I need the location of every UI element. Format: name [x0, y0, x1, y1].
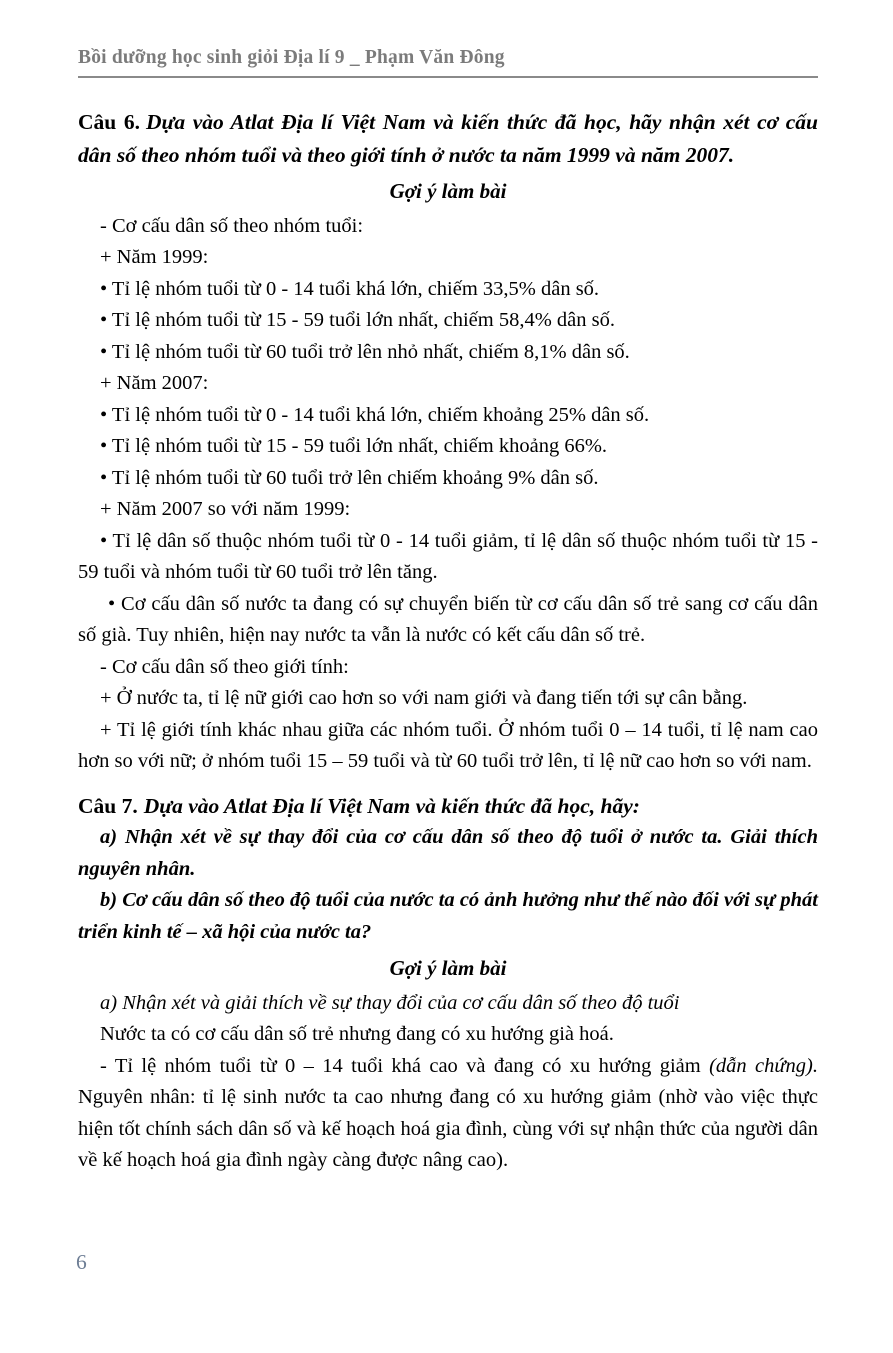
q6-bullet-2007-age-15-59: • Tỉ lệ nhóm tuổi từ 15 - 59 tuổi lớn nhất, chiếm khoảng 66%.	[100, 435, 608, 457]
page-content	[78, 106, 818, 1177]
q7-para-age-0-14-trend	[78, 1051, 818, 1177]
q7-item-b: b) Cơ cấu dân số theo độ tuổi của nước ta có ảnh hưởng như thế nào đối với sự phát triển kinh tế – xã hội của nước ta?	[78, 889, 818, 943]
q7-title: Dựa vào Atlat Địa lí Việt Nam và kiến thức đã học, hãy:	[143, 793, 640, 818]
header-title: Bồi dưỡng học sinh giỏi Địa lí 9 _ Phạm Văn Đông	[78, 47, 505, 68]
q6-para-year-1999: + Năm 1999:	[100, 246, 209, 268]
q6-para-gender-structure-label: - Cơ cấu dân số theo giới tính:	[100, 655, 349, 678]
q6-bullet-1999-age-60-plus: • Tỉ lệ nhóm tuổi từ 60 tuổi trở lên nhỏ nhất, chiếm 8,1% dân số.	[100, 340, 630, 363]
q7-guide-heading: Gợi ý làm bài	[389, 956, 507, 980]
q6-bullet-1999-age-15-59: • Tỉ lệ nhóm tuổi từ 15 - 59 tuổi lớn nhất, chiếm 58,4% dân số.	[100, 309, 616, 331]
q6-para-year-2007: + Năm 2007:	[100, 372, 209, 394]
q6-bullet-1999-age-0-14: • Tỉ lệ nhóm tuổi từ 0 - 14 tuổi khá lớn, chiếm 33,5% dân số.	[100, 277, 600, 300]
q6-heading	[78, 106, 818, 171]
q7-section	[78, 790, 818, 1177]
q7-para-young-population: Nước ta có cơ cấu dân số trẻ nhưng đang có xu hướng già hoá.	[100, 1023, 614, 1045]
q6-bullet-aging-trend: • Cơ cấu dân số nước ta đang có sự chuyển biến từ cơ cấu dân số trẻ sang cơ cấu dân số già. Tuy nhiên, hiện nay nước ta vẫn là nước có kết cấu dân số trẻ.	[78, 592, 818, 646]
q6-title: Dựa vào Atlat Địa lí Việt Nam và kiến thức đã học, hãy nhận xét cơ cấu dân số theo nhóm tuổi và theo giới tính ở nước ta năm 1999 và năm 2007.	[78, 110, 819, 167]
q6-bullet-2007-age-0-14: • Tỉ lệ nhóm tuổi từ 0 - 14 tuổi khá lớn, chiếm khoảng 25% dân số.	[100, 403, 650, 426]
q7-label: Câu 7.	[78, 793, 138, 818]
q6-para-gender-by-age: + Tỉ lệ giới tính khác nhau giữa các nhóm tuổi. Ở nhóm tuổi 0 – 14 tuổi, tỉ lệ nam cao hơn so với nữ; ở nhóm tuổi 15 – 59 tuổi và từ 60 tuổi trở lên, tỉ lệ nữ cao hơn so với nam.	[78, 718, 818, 772]
q7-age-0-14-segment-2: Nguyên nhân: tỉ lệ sinh nước ta cao nhưng đang có xu hướng giảm (nhờ vào việc thực hiện tốt chính sách dân số và kế hoạch hoá gia đình, cùng với sự nhận thức của người dân về kế hoạch hoá gia đình ngày càng được nâng cao).	[78, 1086, 818, 1171]
q7-answer-a-heading: a) Nhận xét và giải thích về sự thay đổi của cơ cấu dân số theo độ tuổi	[100, 991, 680, 1014]
q6-para-compare-label: + Năm 2007 so với năm 1999:	[100, 498, 351, 520]
q6-guide-heading: Gợi ý làm bài	[389, 179, 507, 203]
page-header	[78, 47, 818, 78]
q6-para-age-structure-label: - Cơ cấu dân số theo nhóm tuổi:	[100, 214, 364, 237]
q6-bullet-compare-change: • Tỉ lệ dân số thuộc nhóm tuổi từ 0 - 14 tuổi giảm, tỉ lệ dân số thuộc nhóm tuổi từ 15 - 59 tuổi và nhóm tuổi từ 60 tuổi trở lên tăng.	[78, 529, 818, 583]
q7-age-0-14-segment-1: - Tỉ lệ nhóm tuổi từ 0 – 14 tuổi khá cao và đang có xu hướng giảm	[100, 1054, 710, 1077]
q7-heading	[78, 790, 818, 823]
q7-age-0-14-evidence-note: (dẫn chứng).	[709, 1054, 818, 1077]
page-number: 6	[76, 1250, 87, 1274]
q7-item-a: a) Nhận xét về sự thay đổi của cơ cấu dân số theo độ tuổi ở nước ta. Giải thích nguyên nhân.	[78, 826, 818, 880]
q6-label: Câu 6.	[78, 110, 140, 134]
q6-bullet-2007-age-60-plus: • Tỉ lệ nhóm tuổi từ 60 tuổi trở lên chiếm khoảng 9% dân số.	[100, 466, 599, 489]
q6-para-gender-ratio: + Ở nước ta, tỉ lệ nữ giới cao hơn so với nam giới và đang tiến tới sự cân bằng.	[100, 687, 748, 709]
